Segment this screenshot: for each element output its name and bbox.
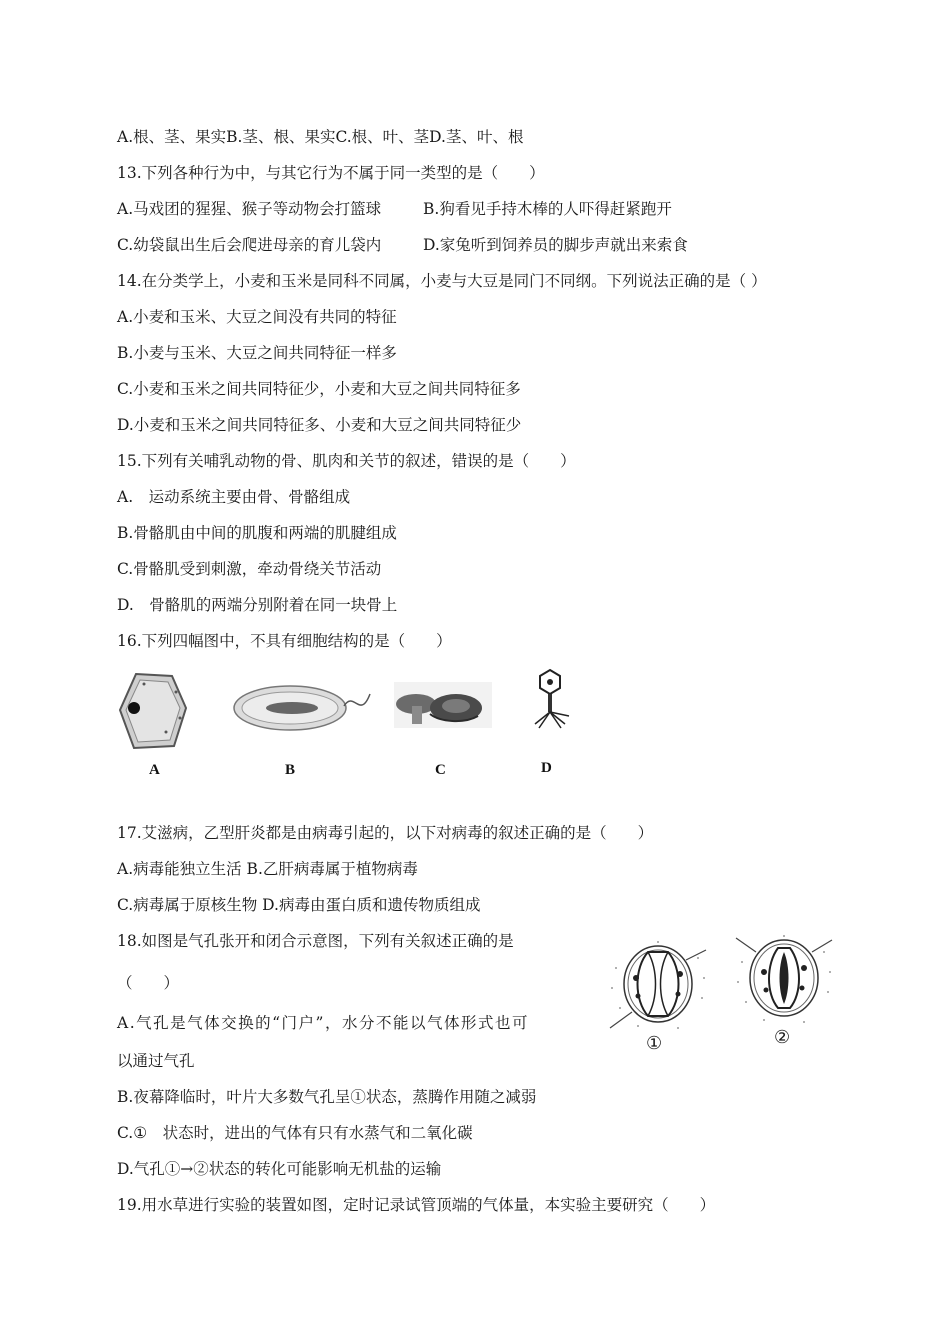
q18-stem: 18.如图是气孔张开和闭合示意图，下列有关叙述正确的是 [117, 932, 514, 950]
q18-option-d: D.气孔①→②状态的转化可能影响无机盐的运输 [117, 1160, 442, 1178]
q14-stem: 14.在分类学上，小麦和玉米是同科不同属，小麦与大豆是同门不同纲。下列说法正确的是（ ） [117, 272, 767, 290]
q15-option-a: A. 运动系统主要由骨、骨骼组成 [117, 488, 351, 506]
q14-option-b: B.小麦与玉米、大豆之间共同特征一样多 [117, 344, 397, 362]
q18-answer-paren: （ ） [117, 974, 180, 992]
figure-b-label: B [285, 762, 296, 778]
q18-option-c: C.① 状态时，进出的气体有只有水蒸气和二氧化碳 [117, 1124, 473, 1142]
q13-option-c: C.幼袋鼠出生后会爬进母亲的育儿袋内 [117, 236, 382, 254]
q19-stem: 19.用水草进行实验的装置如图，定时记录试管顶端的气体量，本实验主要研究（ ） [117, 1196, 716, 1214]
q15-option-c: C.骨骼肌受到刺激，牵动骨绕关节活动 [117, 560, 382, 578]
q14-option-a: A.小麦和玉米、大豆之间没有共同的特征 [117, 308, 397, 326]
figure-c-label: C [435, 762, 446, 778]
figure-d-bacteriophage [525, 668, 575, 730]
q18-option-a-line2: 以通过气孔 [117, 1052, 195, 1070]
stoma-open-figure [608, 938, 708, 1034]
figure-d-label: D [541, 760, 552, 776]
q17-options-ab: A.病毒能独立生活 B.乙肝病毒属于植物病毒 [117, 860, 418, 878]
q13-option-b: B.狗看见手持木棒的人吓得赶紧跑开 [423, 200, 672, 218]
q13-option-d: D.家兔听到饲养员的脚步声就出来索食 [423, 236, 688, 254]
stoma-label-1: ① [646, 1033, 663, 1054]
figure-b-bacterium [232, 680, 372, 736]
stoma-label-2: ② [774, 1027, 791, 1048]
q17-stem: 17.艾滋病，乙型肝炎都是由病毒引起的，以下对病毒的叙述正确的是（ ） [117, 824, 654, 842]
q12-options: A.根、茎、果实B.茎、根、果实C.根、叶、茎D.茎、叶、根 [117, 128, 524, 146]
q14-option-c: C.小麦和玉米之间共同特征少，小麦和大豆之间共同特征多 [117, 380, 521, 398]
q16-stem: 16.下列四幅图中，不具有细胞结构的是（ ） [117, 632, 452, 650]
q13-option-a: A.马戏团的猩猩、猴子等动物会打篮球 [117, 200, 382, 218]
q15-option-b: B.骨骼肌由中间的肌腹和两端的肌腱组成 [117, 524, 397, 542]
q15-option-d: D. 骨骼肌的两端分别附着在同一块骨上 [117, 596, 398, 614]
q13-stem: 13.下列各种行为中，与其它行为不属于同一类型的是（ ） [117, 164, 545, 182]
figure-a-plant-cell [114, 670, 194, 752]
figure-c-mushroom [394, 682, 492, 728]
q18-option-a-line1: A.气孔是气体交换的“门户”，水分不能以气体形式也可 [117, 1014, 529, 1032]
stoma-closed-figure [734, 932, 834, 1028]
q18-option-b: B.夜幕降临时，叶片大多数气孔呈①状态，蒸腾作用随之减弱 [117, 1088, 537, 1106]
q14-option-d: D.小麦和玉米之间共同特征多、小麦和大豆之间共同特征少 [117, 416, 522, 434]
q17-options-cd: C.病毒属于原核生物 D.病毒由蛋白质和遗传物质组成 [117, 896, 481, 914]
figure-a-label: A [149, 762, 160, 778]
q15-stem: 15.下列有关哺乳动物的骨、肌肉和关节的叙述，错误的是（ ） [117, 452, 576, 470]
